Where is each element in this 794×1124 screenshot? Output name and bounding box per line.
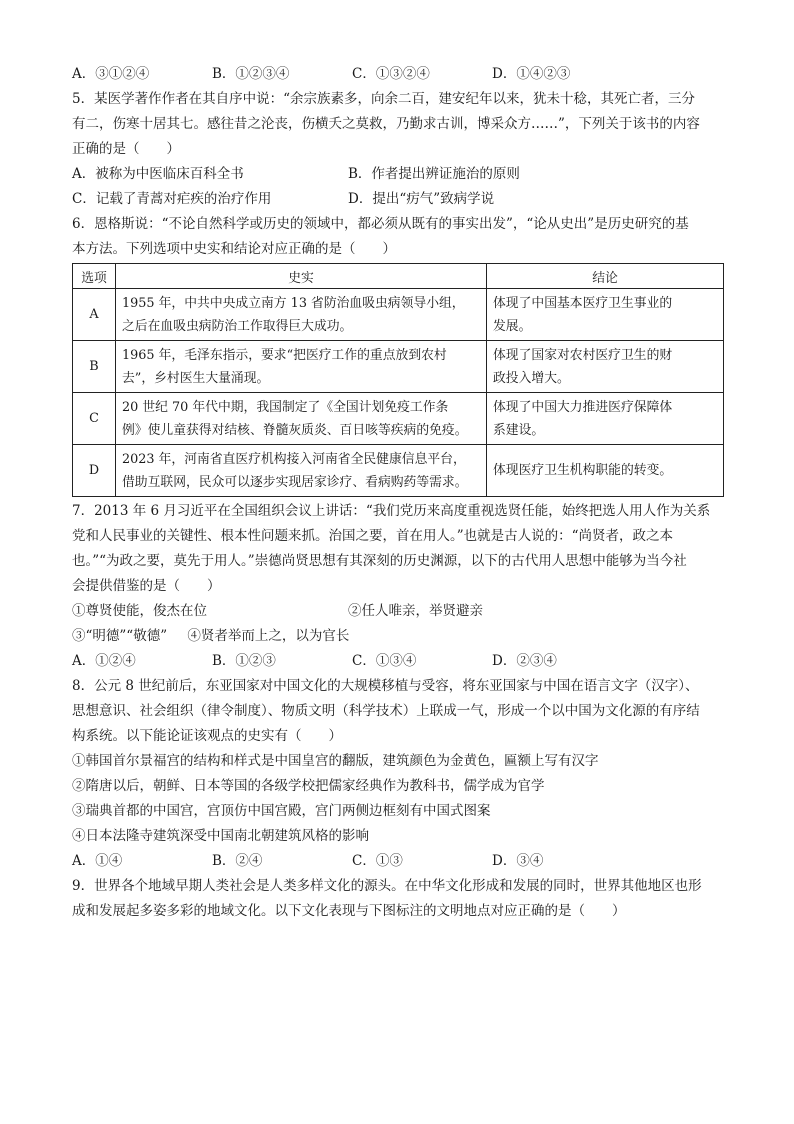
q7-stem-line-4: 会提供借鉴的是（ ） xyxy=(72,578,221,594)
q6-row-fact-line: 1965 年，毛泽东指示，要求“把医疗工作的重点放到农村 xyxy=(122,347,447,363)
q7-option-b[interactable]: B．①②③ xyxy=(212,653,276,669)
q8-option-d[interactable]: D．③④ xyxy=(492,853,544,869)
q5-stem-line-1: 5．某医学著作作者在其自序中说：“余宗族素多，向余二百，建安纪年以来，犹未十稔，其死亡者，三分 xyxy=(72,91,695,107)
blank-area xyxy=(72,924,724,1124)
q6-row-fact-line: 20 世纪 70 年代中期，我国制定了《全国计划免疫工作条 xyxy=(122,399,449,415)
q4-option-c[interactable]: C．①③②④ xyxy=(352,66,430,82)
q5-options-row-2 xyxy=(72,187,724,212)
q6-row-conclusion-line: 体现医疗卫生机构职能的转变。 xyxy=(493,463,673,478)
q6-row-conclusion xyxy=(487,341,724,393)
q6-row-fact xyxy=(116,393,487,445)
q8-stem-line-2: 思想意识、社会组织（律令制度）、物质文明（科学技术）上联成一气，形成一个以中国为文化源的有序结 xyxy=(72,703,700,719)
q7-item-1: ①尊贤使能，俊杰在位 xyxy=(72,603,207,619)
q8-option-b[interactable]: B．②④ xyxy=(212,853,263,869)
q6-row-conclusion xyxy=(487,289,724,341)
q8-item-4: ④日本法隆寺建筑深受中国南北朝建筑风格的影响 xyxy=(72,828,369,844)
q5-options-row-1 xyxy=(72,162,724,187)
q7-item-3: ③“明德”“敬德” xyxy=(72,628,168,644)
q7-items-row-2 xyxy=(72,624,724,649)
q8-option-a[interactable]: A．①④ xyxy=(72,853,123,869)
q8-question xyxy=(72,674,724,874)
q5-stem-line-2: 有二，伤寒十居其七。感往昔之沦丧，伤横夭之莫救，乃勤求古训，博采众方……”，下列关于该书的内容 xyxy=(72,116,700,132)
q7-stem-line-1: 7．2013 年 6 月习近平在全国组织会议上讲话：“我们党历来高度重视选贤任能，始终把选人用人作为关系 xyxy=(72,503,711,519)
q8-item-2: ②隋唐以后，朝鲜、日本等国的各级学校把儒家经典作为教科书，儒学成为官学 xyxy=(72,778,545,794)
table-row[interactable] xyxy=(73,289,724,341)
q4-option-d[interactable]: D．①④②③ xyxy=(492,66,571,82)
q6-row-fact-line: 去”，乡村医生大量涌现。 xyxy=(122,370,270,386)
q6-header-conclusion: 结论 xyxy=(487,264,724,289)
q6-table-header-row xyxy=(73,264,724,289)
q6-row-fact-line: 之后在血吸虫病防治工作取得巨大成功。 xyxy=(122,318,353,334)
q5-option-b[interactable]: B．作者提出辨证施治的原则 xyxy=(348,166,520,182)
q4-options xyxy=(72,62,724,87)
q6-row-fact-line: 2023 年，河南省直医疗机构接入河南省全民健康信息平台， xyxy=(122,451,466,467)
q8-option-c[interactable]: C．①③ xyxy=(352,853,403,869)
q6-row-conclusion-line: 发展。 xyxy=(493,318,532,334)
q6-stem-line-1: 6．恩格斯说：“不论自然科学或历史的领域中，都必须从既有的事实出发”，“论从史出”是历史研究的基 xyxy=(72,216,689,232)
q6-row-conclusion xyxy=(487,393,724,445)
q6-row-conclusion-line: 政投入增大。 xyxy=(493,370,570,386)
q5-option-a[interactable]: A．被称为中医临床百科全书 xyxy=(72,166,244,182)
q6-row-fact xyxy=(116,289,487,341)
q8-stem-line-1: 8．公元 8 世纪前后，东亚国家对中国文化的大规模移植与受容，将东亚国家与中国在语言文字（汉字）、 xyxy=(72,678,699,694)
q9-question xyxy=(72,874,724,924)
q6-table xyxy=(72,263,724,497)
q5-option-c[interactable]: C．记载了青蒿对疟疾的治疗作用 xyxy=(72,191,272,207)
q4-option-b[interactable]: B．①②③④ xyxy=(212,66,290,82)
q7-option-a[interactable]: A．①②④ xyxy=(72,653,136,669)
q5-stem-line-3: 正确的是（ ） xyxy=(72,141,180,157)
table-row[interactable] xyxy=(73,341,724,393)
q6-question xyxy=(72,212,724,497)
q6-row-fact-line: 借助互联网，民众可以逐步实现居家诊疗、看病购药等需求。 xyxy=(122,474,468,490)
exam-page xyxy=(72,62,724,1124)
q7-question xyxy=(72,499,724,674)
q6-header-option: 选项 xyxy=(73,264,116,289)
q7-options xyxy=(72,649,724,674)
q8-item-3: ③瑞典首都的中国宫，宫顶仿中国宫殿，宫门两侧边框刻有中国式图案 xyxy=(72,803,491,819)
q5-option-d[interactable]: D．提出“疠气”致病学说 xyxy=(348,191,495,207)
q8-item-1: ①韩国首尔景福宫的结构和样式是中国皇宫的翻版，建筑颜色为金黄色，匾额上写有汉字 xyxy=(72,753,599,769)
q6-row-conclusion-line: 系建设。 xyxy=(493,422,545,438)
q4-option-a[interactable]: A．③①②④ xyxy=(72,66,150,82)
q6-row-fact xyxy=(116,341,487,393)
table-row[interactable] xyxy=(73,445,724,497)
q6-stem-line-2: 本方法。下列选项中史实和结论对应正确的是（ ） xyxy=(72,241,396,257)
q7-item-4: ④贤者举而上之，以为官长 xyxy=(187,628,350,644)
q6-row-fact-line: 1955 年，中共中央成立南方 13 省防治血吸虫病领导小组， xyxy=(122,295,465,311)
q8-stem-line-3: 构系统。以下能论证该观点的史实有（ ） xyxy=(72,728,342,744)
q7-item-2: ②任人唯亲，举贤避亲 xyxy=(348,603,483,619)
q6-row-conclusion xyxy=(487,445,724,497)
q7-option-d[interactable]: D．②③④ xyxy=(492,653,557,669)
q6-row-option: C xyxy=(73,393,116,445)
q5-question xyxy=(72,87,724,212)
q7-items-row-1 xyxy=(72,599,724,624)
q9-stem-line-1: 9．世界各个地域早期人类社会是人类多样文化的源头。在中华文化形成和发展的同时，世界其他地区也形 xyxy=(72,878,702,894)
q6-row-fact xyxy=(116,445,487,497)
q6-row-option: D xyxy=(73,445,116,497)
q6-row-option: B xyxy=(73,341,116,393)
q6-header-fact: 史实 xyxy=(116,264,487,289)
q6-row-option: A xyxy=(73,289,116,341)
q6-row-conclusion-line: 体现了中国基本医疗卫生事业的 xyxy=(493,295,673,311)
q7-option-c[interactable]: C．①③④ xyxy=(352,653,417,669)
q7-stem-line-2: 党和人民事业的关键性、根本性问题来抓。治国之要，首在用人。”也就是古人说的：“尚贤者，政之本 xyxy=(72,528,674,544)
q6-row-fact-line: 例》使儿童获得对结核、脊髓灰质炎、百日咳等疾病的免疫。 xyxy=(122,422,468,438)
table-row[interactable] xyxy=(73,393,724,445)
q7-stem-line-3: 也。”“为政之要，莫先于用人。”崇德尚贤思想有其深刻的历史渊源，以下的古代用人思想中能够为当今社 xyxy=(72,553,687,569)
q6-row-conclusion-line: 体现了中国大力推进医疗保障体 xyxy=(493,399,673,415)
q8-options xyxy=(72,849,724,874)
q6-row-conclusion-line: 体现了国家对农村医疗卫生的财 xyxy=(493,347,673,363)
q9-stem-line-2: 成和发展起多姿多彩的地域文化。以下文化表现与下图标注的文明地点对应正确的是（ ） xyxy=(72,903,626,919)
